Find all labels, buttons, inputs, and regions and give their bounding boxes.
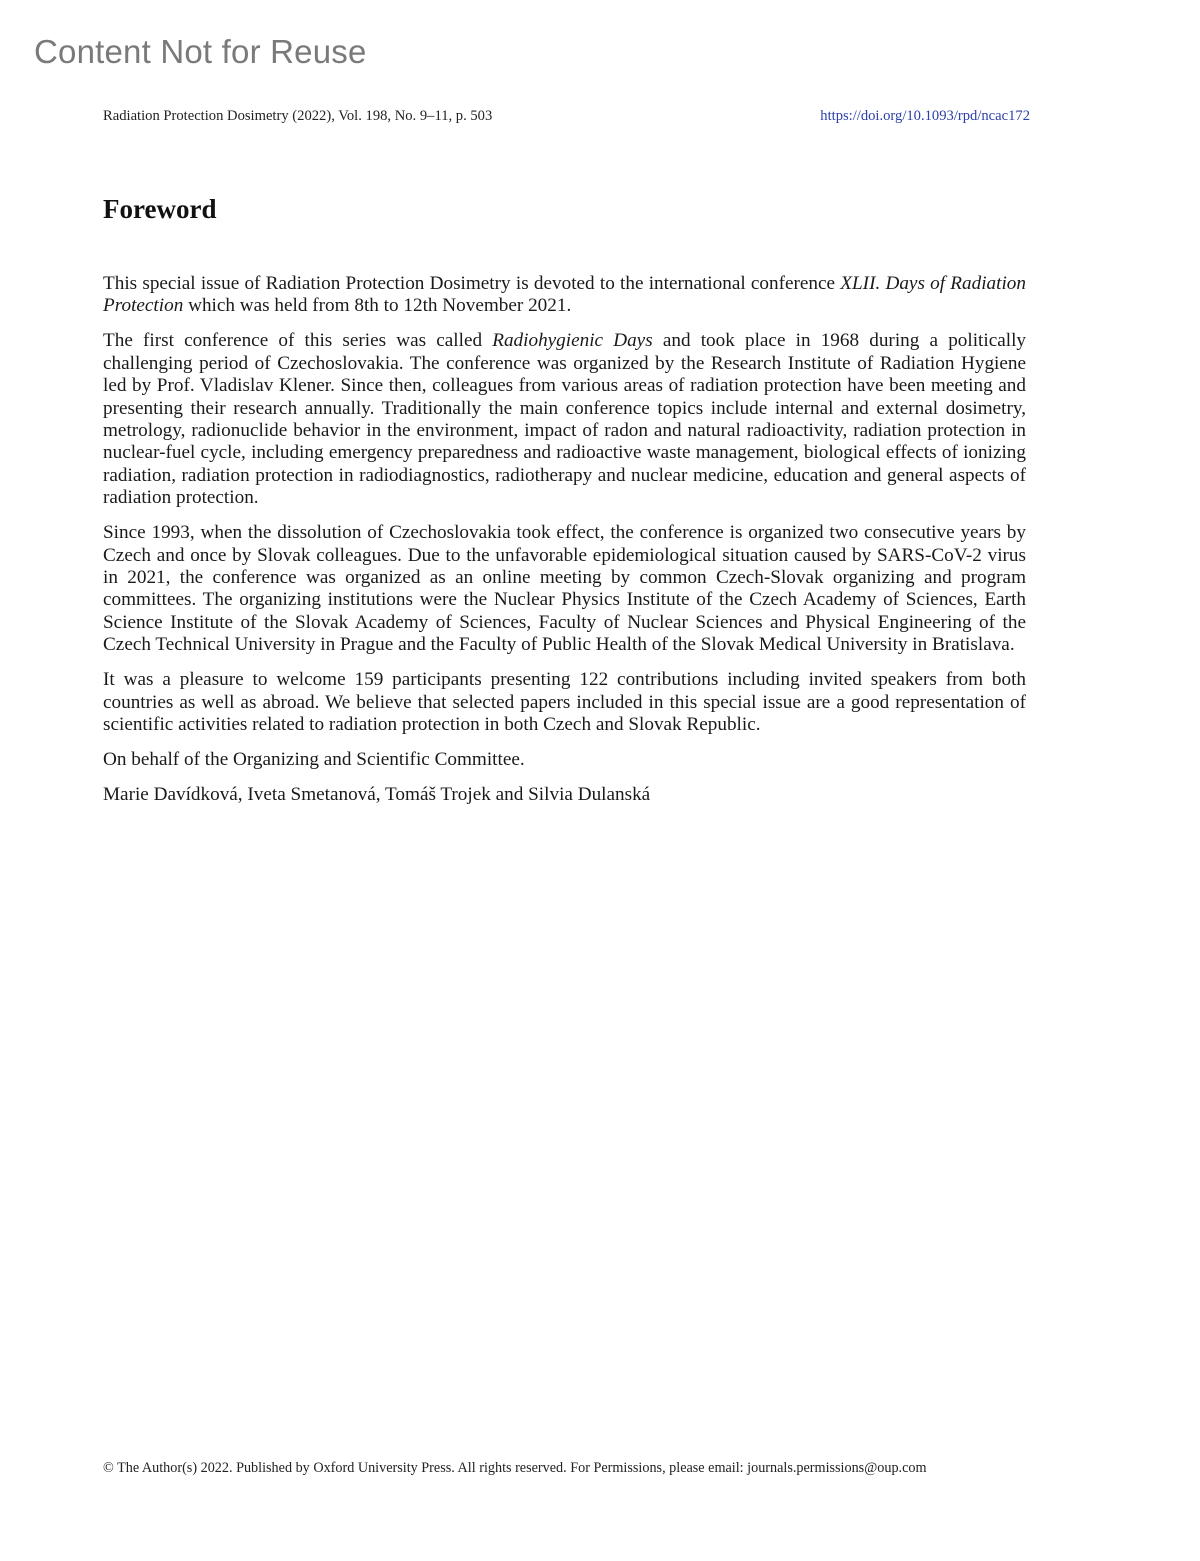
paragraph-authors: Marie Davídková, Iveta Smetanová, Tomáš Trojek and Silvia Dulanská (103, 784, 651, 806)
paragraph-organization: Since 1993, when the dissolution of Czechoslovakia took effect, the conference is organized two consecutive years by Czech and once by Slovak colleagues. Due to the unfavorable epidemiological situation caused by SARS-CoV-2 virus in 2021, the conference was organized as an online meeting by common Czech-Slovak organizing and program committees. The organizing institutions were the Nuclear Physics Institute of the Czech Academy of Sciences, Earth Science Institute of the Slovak Academy of Sciences, Faculty of Nuclear Sciences and Physical Engineering of the Czech Technical University in Prague and the Faculty of Public Health of the Slovak Medical University in Bratislava. (103, 522, 1026, 656)
doi-link[interactable]: https://doi.org/10.1093/rpd/ncac172 (820, 108, 1030, 124)
paragraph-history (103, 330, 1026, 509)
watermark: Content Not for Reuse (34, 33, 367, 70)
paragraph-intro (103, 273, 1026, 318)
paragraph-intro-text-a: This special issue of Radiation Protection Dosimetry is devoted to the international conference (103, 273, 841, 294)
paragraph-history-text-b: and took place in 1968 during a politically challenging period of Czechoslovakia. The conference was organized by the Research Institute of Radiation Hygiene led by Prof. Vladislav Klener. Since then, colleagues from various areas of radiation protection have been meeting and presenting their research annually. Traditionally the main conference topics include internal and external dosimetry, metrology, radionuclide behavior in the environment, impact of radon and natural radioactivity, radiation protection in nuclear-fuel cycle, including emergency preparedness and radioactive waste management, biological effects of ionizing radiation, radiation protection in radiodiagnostics, radiotherapy and nuclear medicine, education and general aspects of radiation protection. (103, 330, 1026, 509)
paragraph-participants: It was a pleasure to welcome 159 participants presenting 122 contributions including invited speakers from both countries as well as abroad. We believe that selected papers included in this special issue are a good representation of scientific activities related to radiation protection in both Czech and Slovak Republic. (103, 669, 1026, 736)
article-body (103, 273, 1026, 819)
paragraph-intro-text-b: which was held from 8th to 12th November 2021. (183, 295, 572, 317)
original-conference-name: Radiohygienic Days (492, 330, 653, 352)
page-title: Foreword (103, 194, 217, 224)
conference-name: XLII. Days of Radiation Protection (103, 273, 1026, 317)
paragraph-on-behalf: On behalf of the Organizing and Scientific Committee. (103, 749, 525, 771)
journal-citation: Radiation Protection Dosimetry (2022), Vol. 198, No. 9–11, p. 503 (103, 108, 493, 124)
copyright-footer: © The Author(s) 2022. Published by Oxford University Press. All rights reserved. For Permissions, please email: journals.permissions@oup.com (103, 1460, 927, 1476)
paragraph-history-text-a: The first conference of this series was called (103, 330, 493, 352)
